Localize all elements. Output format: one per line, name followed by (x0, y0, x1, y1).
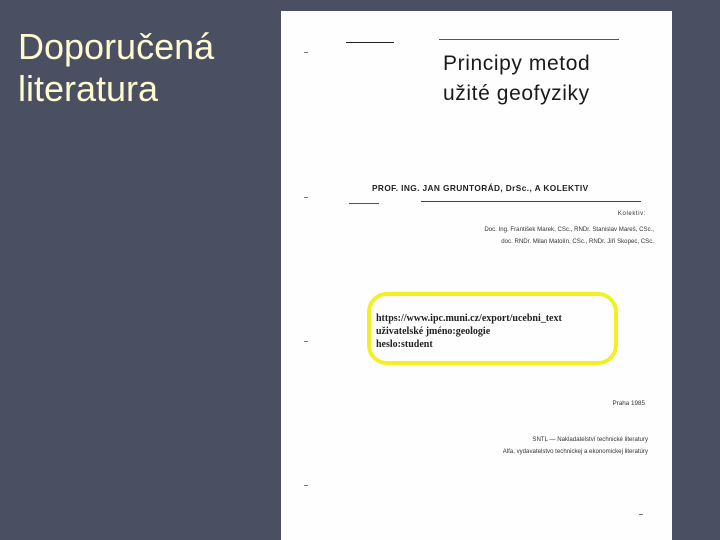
book-title: Principy metod užité geofyziky (443, 52, 591, 105)
city-year: Praha 1985 (612, 400, 645, 407)
authors-line: PROF. ING. JAN GRUNTORÁD, DrSc., A KOLEKTIV (372, 183, 589, 193)
access-password: heslo:student (376, 339, 433, 350)
margin-tick (304, 197, 308, 198)
access-username: uživatelské jméno:geologie (376, 326, 491, 337)
margin-tick (304, 485, 308, 486)
publisher: SNTL — Nakladatelství technické literatury Alfa, vydavatelstvo technickej a ekonomickej literatúry (502, 436, 648, 455)
mid-rule-left (349, 203, 379, 204)
slide-title: Doporučená literatura (18, 26, 215, 109)
access-info (376, 312, 562, 351)
margin-tick (304, 52, 308, 53)
coauthors-list: Doc. Ing. František Marek, CSc., RNDr. Stanislav Mareš, CSc., doc. RNDr. Milan Matolín, CSc., RNDr. Jiří Skopec, CSc. (484, 226, 654, 245)
coauthors-label: Kolektiv: (617, 211, 646, 217)
top-rule-left (346, 42, 394, 43)
mid-rule-right (421, 201, 641, 202)
access-url: https://www.ipc.muni.cz/export/ucebni_text (376, 313, 562, 324)
top-rule-right (439, 39, 619, 40)
book-title-page-scan (281, 11, 672, 540)
margin-tick (639, 514, 643, 515)
margin-tick (304, 341, 308, 342)
